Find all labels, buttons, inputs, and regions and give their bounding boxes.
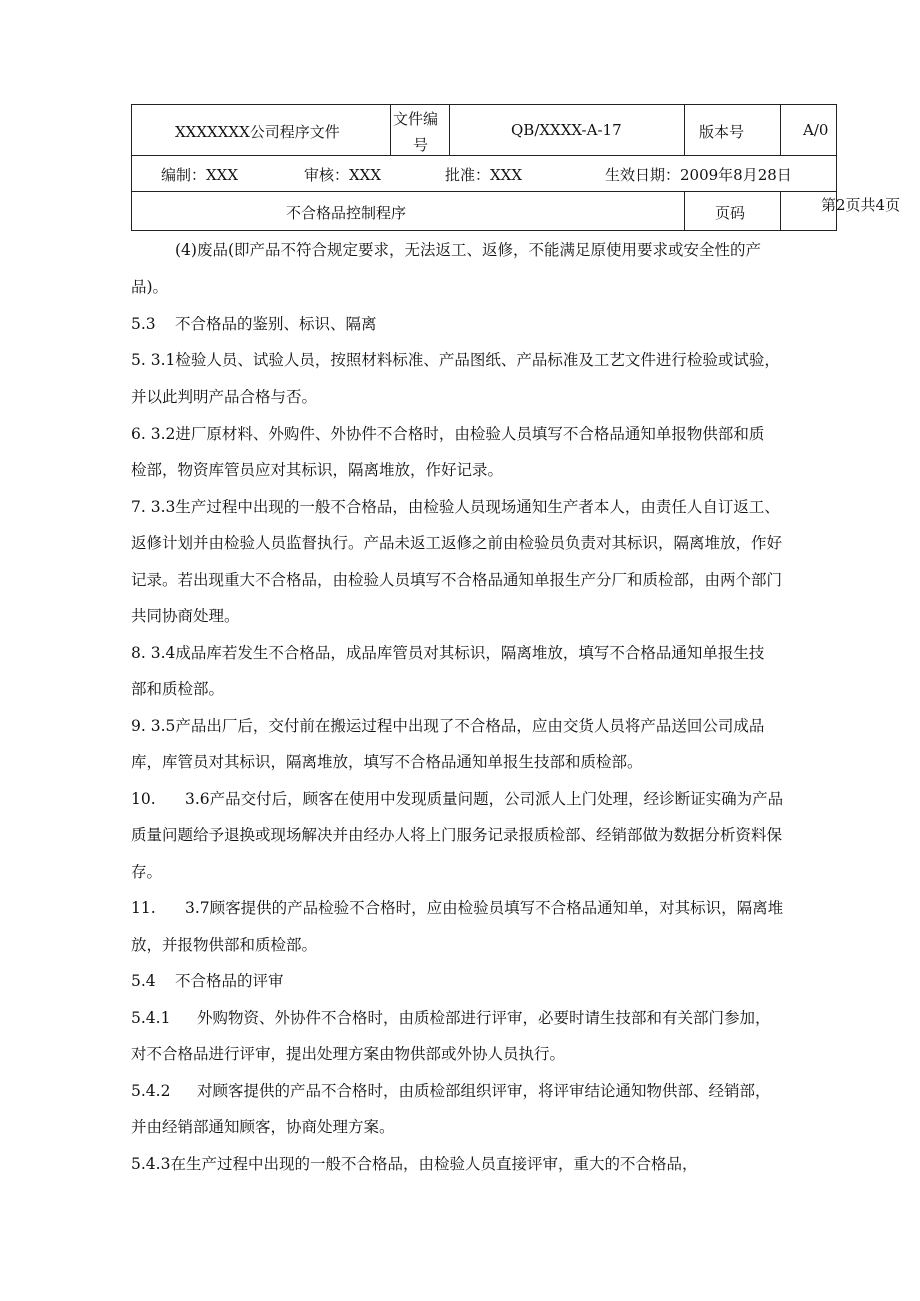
approval-row-cell (132, 156, 837, 192)
compiled-by: 编制：XXX (161, 166, 239, 184)
page-cell (781, 192, 901, 231)
doc-no-value: QB/XXXX-A-17 (511, 121, 622, 139)
body-line: 5.4.3在生产过程中出现的一般不合格品，由检验人员直接评审，重大的不合格品， (131, 1155, 698, 1173)
body-line: 存。 (131, 863, 163, 881)
company-doc-title: XXXXXXX公司程序文件 (175, 123, 340, 141)
section-title: 不合格品的鉴别、标识、隔离 (175, 315, 377, 333)
body-line (131, 782, 841, 817)
body-line: 7. 3.3生产过程中出现的一般不合格品，由检验人员现场通知生产者本人，由责任人自订返工、 (131, 498, 780, 516)
item-text: 对顾客提供的产品不合格时，由质检部组织评审，将评审结论通知物供部、经销部， (197, 1082, 771, 1100)
section-title: 不合格品的评审 (175, 972, 284, 990)
body-line: (4)废品(即产品不符合规定要求，无法返工、返修，不能满足原使用要求或安全性的产 (175, 241, 762, 259)
item-text: 外购物资、外协件不合格时，由质检部进行评审，必要时请生技部和有关部门参加， (197, 1009, 771, 1027)
page-label: 页码 (715, 204, 746, 222)
doc-title-cell (132, 192, 685, 231)
body-line: 质量问题给予退换或现场解决并由经办人将上门服务记录报质检部、经销部做为数据分析资料保 (131, 826, 783, 844)
section-heading (131, 964, 841, 999)
body-line: 品)。 (131, 278, 169, 296)
effective-date: 生效日期：2009年8月28日 (605, 166, 792, 184)
body-line: 6. 3.2进厂原材料、外购件、外协件不合格时，由检验人员填写不合格品通知单报物供部和质 (131, 425, 765, 443)
document-header-table (131, 104, 901, 231)
version-label-cell (685, 105, 781, 156)
item-number: 5.4.1 (131, 1009, 171, 1027)
doc-no-cell (450, 105, 685, 156)
body-line: 对不合格品进行评审，提出处理方案由物供部或外协人员执行。 (131, 1045, 566, 1063)
item-text: 3.6产品交付后，顾客在使用中发现质量问题，公司派人上门处理，经诊断证实确为产品 (185, 790, 784, 808)
doc-no-label-cell (391, 105, 450, 156)
item-text: 3.7顾客提供的产品检验不合格时，应由检验员填写不合格品通知单，对其标识，隔离堆 (185, 899, 784, 917)
body-line: 记录。若出现重大不合格品，由检验人员填写不合格品通知单报生产分厂和质检部，由两个部门 (131, 571, 783, 589)
body-line: 并以此判明产品合格与否。 (131, 388, 318, 406)
doc-no-label-2: 号 (413, 136, 429, 154)
body-line (131, 891, 841, 926)
item-number: 5.4.2 (131, 1082, 171, 1100)
body-line: 共同协商处理。 (131, 607, 240, 625)
section-heading (131, 307, 841, 342)
body-line: 库，库管员对其标识，隔离堆放，填写不合格品通知单报生技部和质检部。 (131, 753, 643, 771)
company-doc-cell (132, 105, 391, 156)
page-value: 第2页共4页 (821, 196, 901, 214)
version-value: A/0 (803, 121, 829, 139)
approved-by: 批准：XXX (445, 166, 523, 184)
body-line (131, 1001, 841, 1036)
body-line: 部和质检部。 (131, 680, 225, 698)
section-number: 5.4 (131, 972, 156, 990)
body-line: 检部，物资库管员应对其标识，隔离堆放，作好记录。 (131, 461, 504, 479)
body-line: 5. 3.1检验人员、试验人员，按照材料标准、产品图纸、产品标准及工艺文件进行检验或试验， (131, 351, 780, 369)
doc-title: 不合格品控制程序 (286, 204, 407, 222)
item-number: 10. (131, 790, 156, 808)
body-line: 放，并报物供部和质检部。 (131, 936, 318, 954)
reviewed-by: 审核：XXX (304, 166, 382, 184)
body-line: 返修计划并由检验人员监督执行。产品未返工返修之前由检验员负责对其标识，隔离堆放，作好 (131, 534, 783, 552)
version-label: 版本号 (699, 123, 745, 141)
body-line: 并由经销部通知顾客，协商处理方案。 (131, 1118, 395, 1136)
version-cell (781, 105, 837, 156)
body-line (131, 1074, 841, 1109)
item-number: 11. (131, 899, 156, 917)
doc-no-label-1: 文件编 (393, 110, 439, 128)
body-line: 8. 3.4成品库若发生不合格品，成品库管员对其标识，隔离堆放，填写不合格品通知单报生技 (131, 644, 765, 662)
page-label-cell (685, 192, 781, 231)
body-line: 9. 3.5产品出厂后，交付前在搬运过程中出现了不合格品，应由交货人员将产品送回公司成品 (131, 717, 765, 735)
section-number: 5.3 (131, 315, 156, 333)
